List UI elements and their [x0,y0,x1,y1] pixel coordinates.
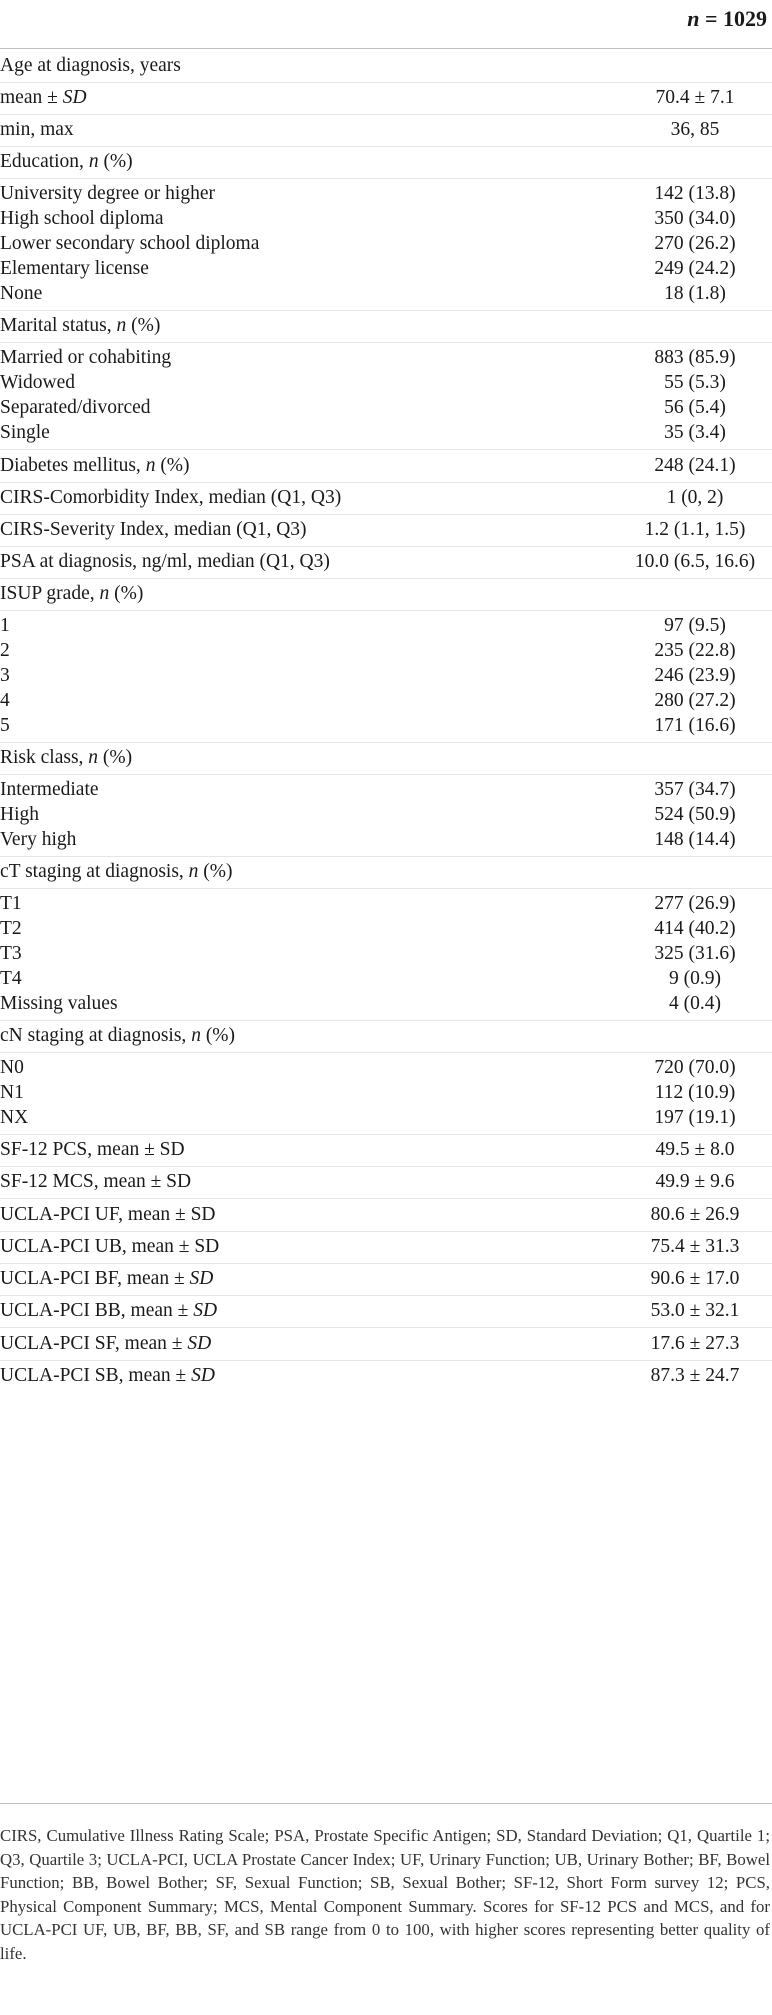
row-label: T1 [0,893,22,914]
row-value: 270 (26.2) [654,233,736,254]
section-row [0,742,772,774]
row-label: cN staging at diagnosis, n (%) [0,1025,236,1046]
table-footnote: CIRS, Cumulative Illness Rating Scale; PSA, Prostate Specific Antigen; SD, Standard Deviation; Q1, Quartile 1; Q3, Quartile 3; UCLA-PCI, UCLA Prostate Cancer Index; UF, Urinary Function; UB, Urinary Bother; BF, Bowel Function; BB, Bowel Bother; SF, Sexual Function; SB, Sexual Bother; SF-12, Short Form survey 12; PCS, Physical Component Summary; MCS, Mental Component Summary. Scores for SF-12 PCS and MCS, and for UCLA-PCI UF, UB, BF, BB, SF, and SB range from 0 to 100, with higher scores representing better quality of life. [0,1826,770,1963]
row-label: UCLA-PCI UF, mean ± SD [0,1204,216,1225]
row-value: 55 (5.3) [664,372,726,393]
row-value: 49.5 ± 8.0 [655,1139,735,1160]
row-label: Single [0,422,50,443]
table-row [0,1263,772,1295]
row-label: T4 [0,968,22,989]
row-value: 197 (19.1) [654,1107,736,1128]
row-value: 70.4 ± 7.1 [655,87,735,108]
row-label: High [0,804,39,825]
row-label: UCLA-PCI UB, mean ± SD [0,1236,220,1257]
table-row [0,1231,772,1263]
row-label: N1 [0,1082,24,1103]
row-value: 35 (3.4) [664,422,726,443]
row-value: 325 (31.6) [654,943,736,964]
row-label: Missing values [0,993,118,1014]
table-row [0,546,772,578]
section-row [0,578,772,610]
section-row [0,146,772,178]
row-label: NX [0,1107,29,1128]
row-label: None [0,283,43,304]
row-label: Widowed [0,372,76,393]
section-row [0,1020,772,1052]
n-value: = 1029 [699,6,767,31]
row-value: 277 (26.9) [654,893,736,914]
table-header [0,0,772,48]
row-label: Diabetes mellitus, n (%) [0,455,190,476]
row-value: 49.9 ± 9.6 [655,1171,735,1192]
table-row [0,1328,772,1360]
footer-rule [0,1803,772,1804]
row-value: 883 (85.9) [654,347,736,368]
row-label: Intermediate [0,779,99,800]
row-value: 4 (0.4) [669,993,721,1014]
row-value: 1 (0, 2) [666,487,724,508]
row-label: UCLA-PCI BB, mean ± SD [0,1300,218,1321]
row-label: CIRS-Severity Index, median (Q1, Q3) [0,519,307,540]
row-label: 4 [0,690,10,711]
table-row [0,278,772,310]
row-label: cT staging at diagnosis, n (%) [0,861,233,882]
row-value: 357 (34.7) [654,779,736,800]
row-label: University degree or higher [0,183,215,204]
row-label: SF-12 PCS, mean ± SD [0,1139,185,1160]
table-row [0,114,772,146]
row-label: Separated/divorced [0,397,151,418]
row-value: 1.2 (1.1, 1.5) [644,519,746,540]
table-row [0,710,772,742]
row-value: 87.3 ± 24.7 [650,1365,740,1386]
row-label: 2 [0,640,10,661]
table-row [0,482,772,514]
row-label: UCLA-PCI SF, mean ± SD [0,1333,212,1354]
row-label: Age at diagnosis, years [0,55,181,76]
row-label: Very high [0,829,77,850]
row-value: 246 (23.9) [654,665,736,686]
row-label: CIRS-Comorbidity Index, median (Q1, Q3) [0,487,342,508]
row-label: Elementary license [0,258,149,279]
row-label: T3 [0,943,22,964]
table-row [0,988,772,1020]
row-label: ISUP grade, n (%) [0,583,144,604]
table-row [0,417,772,449]
row-value: 10.0 (6.5, 16.6) [634,551,756,572]
section-row [0,50,772,82]
row-label: N0 [0,1057,24,1078]
row-label: High school diploma [0,208,164,229]
row-value: 142 (13.8) [654,183,736,204]
row-value: 350 (34.0) [654,208,736,229]
row-label: mean ± SD [0,87,87,108]
row-value: 720 (70.0) [654,1057,736,1078]
row-value: 97 (9.5) [664,615,726,636]
table-row [0,1134,772,1166]
row-label: UCLA-PCI SB, mean ± SD [0,1365,215,1386]
row-value: 248 (24.1) [654,455,736,476]
table-row [0,1295,772,1327]
header-rule [0,48,772,49]
row-value: 56 (5.4) [664,397,726,418]
row-value: 75.4 ± 31.3 [650,1236,740,1257]
n-symbol: n [687,6,700,31]
row-label: SF-12 MCS, mean ± SD [0,1171,192,1192]
row-value: 171 (16.6) [654,715,736,736]
row-label: Risk class, n (%) [0,747,133,768]
row-value: 414 (40.2) [654,918,736,939]
row-value: 249 (24.2) [654,258,736,279]
table-row [0,1199,772,1231]
row-value: 524 (50.9) [654,804,736,825]
row-value: 148 (14.4) [654,829,736,850]
row-value: 235 (22.8) [654,640,736,661]
row-label: 3 [0,665,10,686]
table-row [0,824,772,856]
row-label: Married or cohabiting [0,347,172,368]
row-label: min, max [0,119,74,140]
table-row [0,450,772,482]
row-label: UCLA-PCI BF, mean ± SD [0,1268,214,1289]
section-row [0,856,772,888]
row-label: Marital status, n (%) [0,315,161,336]
row-value: 9 (0.9) [669,968,721,989]
row-value: 36, 85 [670,119,720,140]
row-label: 1 [0,615,10,636]
row-value: 17.6 ± 27.3 [650,1333,740,1354]
row-value: 280 (27.2) [654,690,736,711]
row-value: 80.6 ± 26.9 [650,1204,740,1225]
row-label: Lower secondary school diploma [0,233,260,254]
row-label: 5 [0,715,10,736]
row-value: 53.0 ± 32.1 [650,1300,740,1321]
table-row [0,1166,772,1198]
row-label: PSA at diagnosis, ng/ml, median (Q1, Q3) [0,551,330,572]
table-row [0,1360,772,1392]
table-row [0,1102,772,1134]
section-row [0,310,772,342]
row-label: T2 [0,918,22,939]
row-value: 112 (10.9) [654,1082,736,1103]
row-value: 90.6 ± 17.0 [650,1268,740,1289]
row-value: 18 (1.8) [664,283,726,304]
row-label: Education, n (%) [0,151,133,172]
table-row [0,514,772,546]
table-row [0,82,772,114]
sample-size-header [687,6,767,32]
